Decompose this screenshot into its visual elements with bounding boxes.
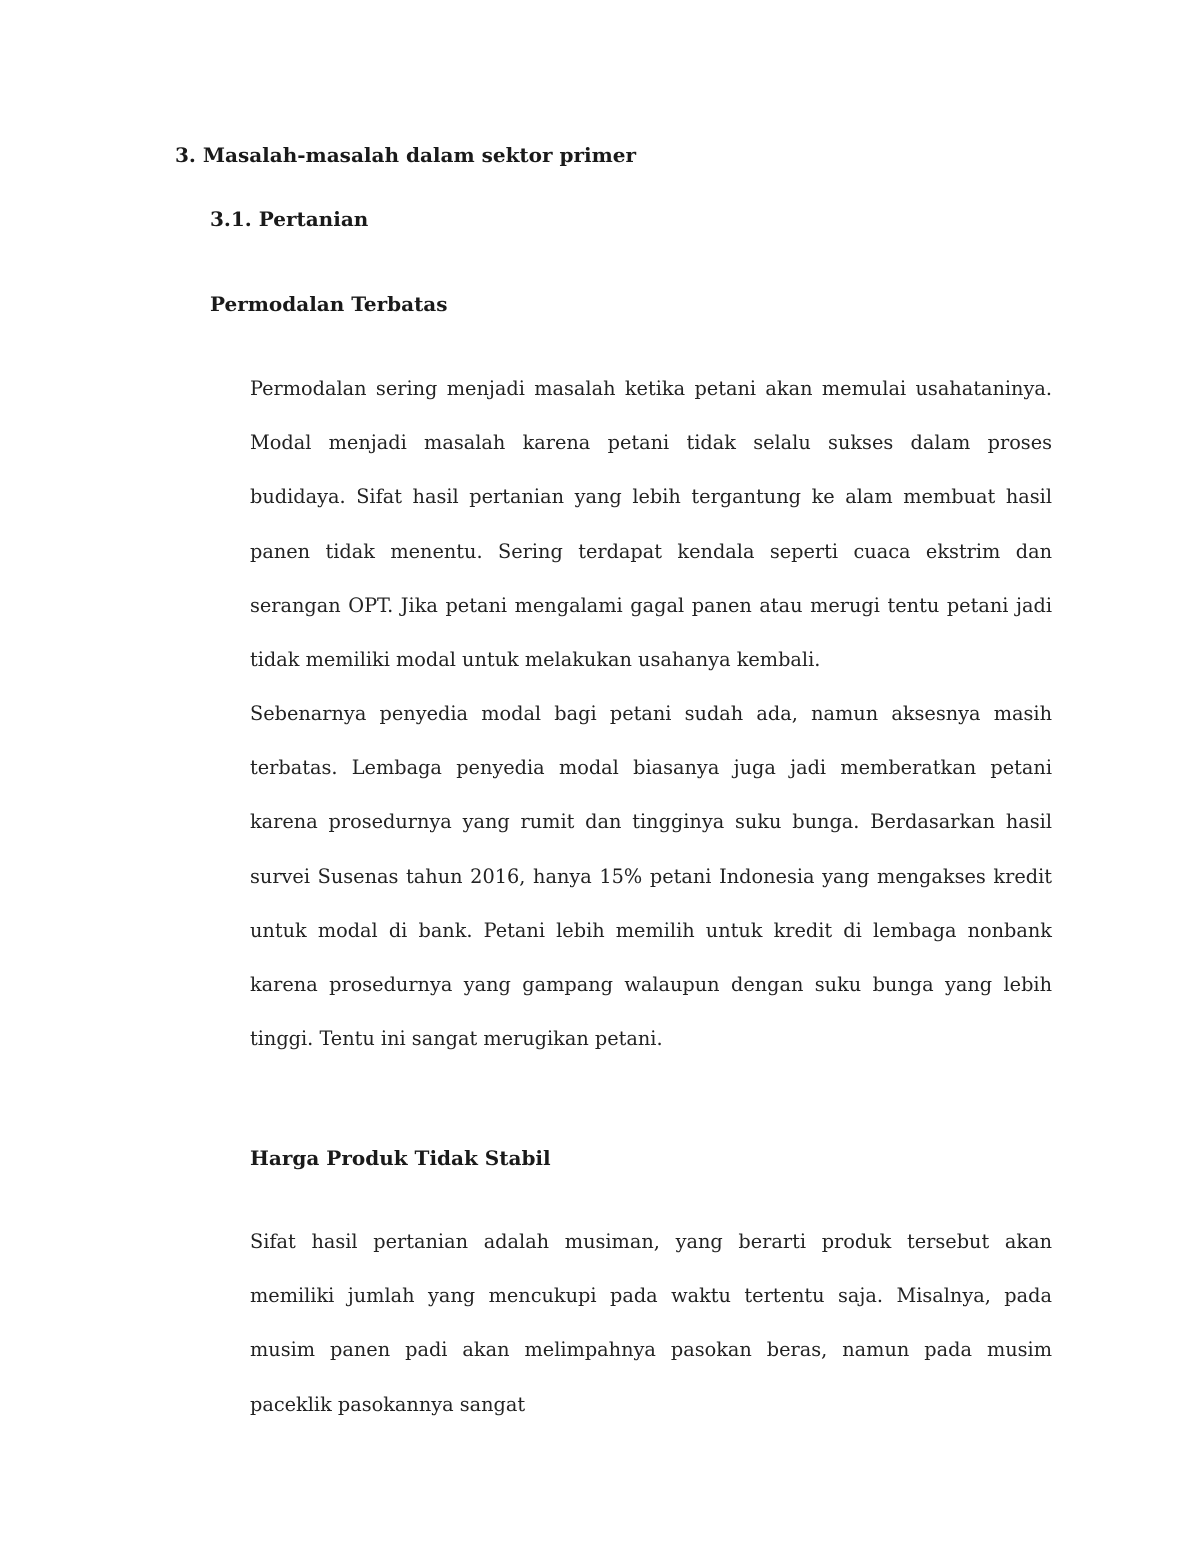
chapter-heading: 3. Masalah-masalah dalam sektor primer [175, 143, 637, 167]
section-heading: 3.1. Pertanian [210, 207, 369, 231]
subheading-permodalan: Permodalan Terbatas [210, 292, 448, 316]
paragraph: Sifat hasil pertanian adalah musiman, yang berarti produk tersebut akan memiliki jumlah yang mencukupi pada waktu tertentu saja. Misalnya, pada musim panen padi akan melimpahnya pasokan beras, namun pada musim paceklik pasokannya sangat [250, 1230, 1052, 1416]
subheading-harga: Harga Produk Tidak Stabil [250, 1146, 551, 1170]
paragraph: Permodalan sering menjadi masalah ketika petani akan memulai usahataninya. Modal menjadi masalah karena petani tidak selalu sukses dalam proses budidaya. Sifat hasil pertanian yang lebih tergantung ke alam membuat hasil panen tidak menentu. Sering terdapat kendala seperti cuaca ekstrim dan serangan OPT. Jika petani mengalami gagal panen atau merugi tentu petani jadi tidak memiliki modal untuk melakukan usahanya kembali. [250, 377, 1052, 672]
paragraph: Sebenarnya penyedia modal bagi petani sudah ada, namun aksesnya masih terbatas. Lembaga penyedia modal biasanya juga jadi memberatkan petani karena prosedurnya yang rumit dan tingginya suku bunga. Berdasarkan hasil survei Susenas tahun 2016, hanya 15% petani Indonesia yang mengakses kredit untuk modal di bank. Petani lebih memilih untuk kredit di lembaga nonbank karena prosedurnya yang gampang walaupun dengan suku bunga yang lebih tinggi. Tentu ini sangat merugikan petani. [250, 702, 1052, 1051]
